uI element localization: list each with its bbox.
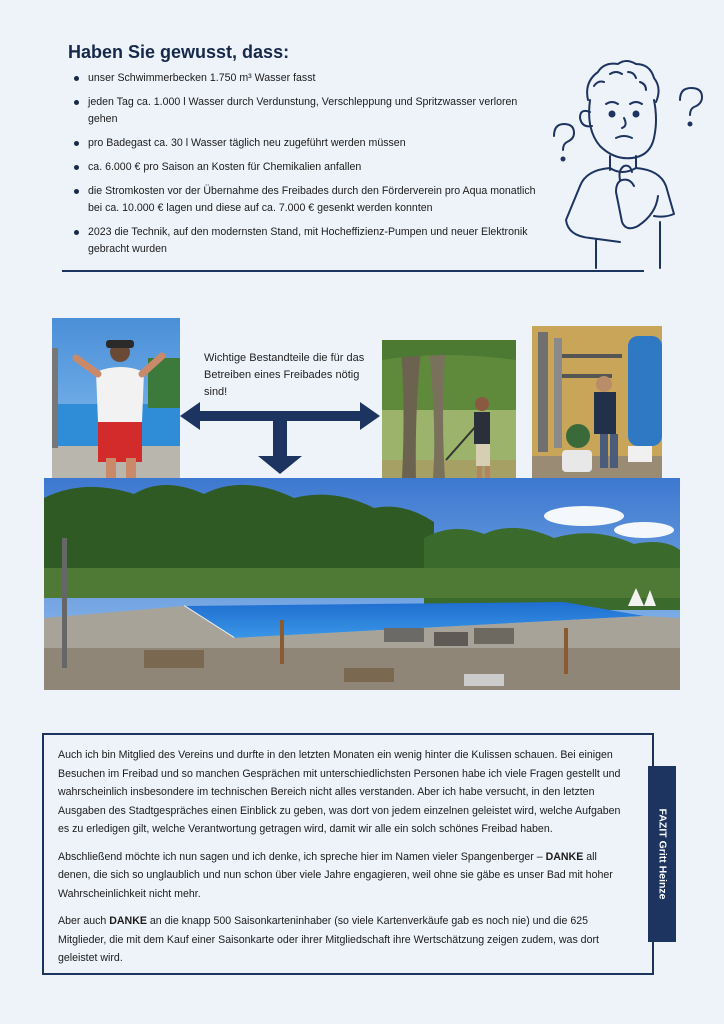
fazit-p2-text: Abschließend möchte ich nun sagen und ich denke, ich spreche hier im Namen vieler Spangenberger – [58,850,546,863]
page-title: Haben Sie gewusst, dass: [68,42,290,62]
fazit-text [58,746,632,977]
photos-caption: Wichtige Bestandteile die für das Betreiben eines Freibades nötig sind! [204,352,365,398]
fact-item: 2023 die Technik, auf den modernsten Stand, mit Hocheffizienz-Pumpen und neuer Elektronik gebracht wurden [70,224,540,258]
fazit-author-label: FAZIT Gritt Heinze [656,808,669,900]
thinking-person-illustration [540,56,712,270]
fact-item: ca. 6.000 € pro Saison an Kosten für Chemikalien anfallen [70,159,540,176]
facts-list [70,70,540,265]
fact-item: pro Badegast ca. 30 l Wasser täglich neu zugeführt werden müssen [70,135,540,152]
fact-item: die Stromkosten vor der Übernahme des Freibades durch den Förderverein pro Aqua monatlich bei ca. 10.000 € lagen und diese auf ca. 7.000 € gesenkt werden konnten [70,183,540,217]
double-arrow-icon [180,398,380,478]
fact-item: unser Schwimmerbecken 1.750 m³ Wasser fasst [70,70,540,87]
fact-item: jeden Tag ca. 1.000 l Wasser durch Verdunstung, Verschleppung und Spritzwasser verloren gehen [70,94,540,128]
lifeguard-photo [52,318,180,490]
fazit-p3-text: Aber auch [58,915,110,927]
fazit-paragraph-3 [58,912,632,968]
section-divider [62,270,644,272]
danke-emphasis: DANKE [545,850,584,863]
fazit-paragraph-2 [58,848,632,904]
danke-emphasis: DANKE [109,915,147,927]
fazit-p2-text-end: all denen, die sich so unglaublich und nun schon über viele Jahre engagieren, weil ohne sie gäbe es unser Bad mit hoher Wahrscheinlichkeit nicht mehr. [58,850,613,900]
fazit-p3-text-end: an die knapp 500 Saisonkarteninhaber (so viele Kartenverkäufe gab es noch nie) und die 625 Mitglieder, die mit dem Kauf einer Saisonkarte oder ihrer Mitgliedschaft ihre Wertschätzung zeigen zudem, was dort geleistet wird. [58,915,599,964]
pool-panorama-photo [44,478,680,690]
fazit-author-tab [648,766,676,942]
pump-room-photo [532,326,662,502]
fazit-paragraph-1: Auch ich bin Mitglied des Vereins und durfte in den letzten Monaten ein wenig hinter die Kulissen schauen. Bei einigen Besuchen im Freibad und so manchen Gesprächen mit unterschiedlichsten Personen habe ich viele Fragen gestellt und wahrscheinlich insbesondere im technischen Bereich nicht alles verstanden. Aber ich habe versucht, in den letzten Ausgaben des Stadtgespräches einen Einblick zu geben, was dort von jedem einzelnen geleistet wird, welche Aufgaben es zu erledigen gilt, welche Verantwortung getragen wird, damit wir alle ein solch schönes Freibad haben. [58,749,621,835]
